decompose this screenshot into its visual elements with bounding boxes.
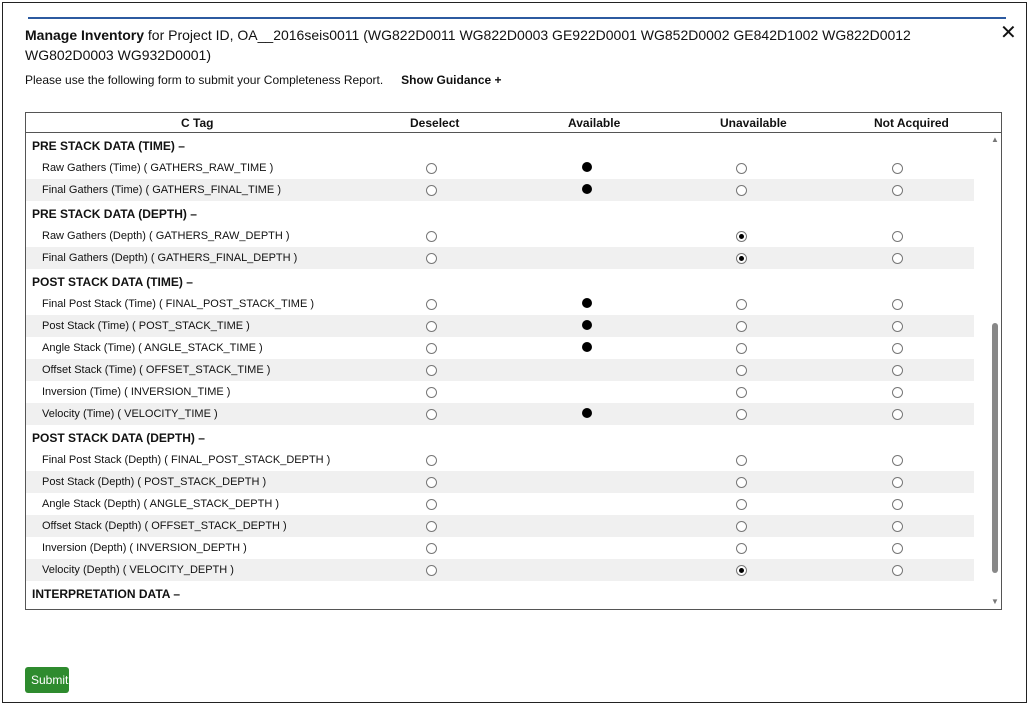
deselect-radio[interactable] (426, 343, 437, 354)
table-header (26, 113, 1001, 133)
not-acquired-radio[interactable] (892, 163, 903, 174)
not-acquired-radio[interactable] (892, 543, 903, 554)
not-acquired-radio[interactable] (892, 477, 903, 488)
deselect-radio[interactable] (426, 185, 437, 196)
show-guidance-link[interactable]: Show Guidance + (401, 73, 502, 87)
section-header[interactable] (26, 201, 974, 225)
row-label: Offset Stack (Time) ( OFFSET_STACK_TIME ) (42, 364, 271, 376)
table-row (26, 537, 974, 559)
not-acquired-radio[interactable] (892, 365, 903, 376)
unavailable-radio[interactable] (736, 299, 747, 310)
row-label: Velocity (Depth) ( VELOCITY_DEPTH ) (42, 564, 234, 576)
dialog-title-bold: Manage Inventory (25, 27, 145, 43)
row-label: Final Gathers (Time) ( GATHERS_FINAL_TIME ) (42, 184, 281, 196)
section-header[interactable] (26, 581, 974, 605)
not-acquired-radio[interactable] (892, 499, 903, 510)
dialog-title (25, 25, 975, 65)
table-row (26, 359, 974, 381)
table-row (26, 225, 974, 247)
row-label: Raw Gathers (Time) ( GATHERS_RAW_TIME ) (42, 162, 274, 174)
col-header-available: Available (568, 116, 621, 130)
table-row (26, 471, 974, 493)
not-acquired-radio[interactable] (892, 253, 903, 264)
not-acquired-radio[interactable] (892, 185, 903, 196)
row-label: Offset Stack (Depth) ( OFFSET_STACK_DEPTH ) (42, 520, 287, 532)
deselect-radio[interactable] (426, 365, 437, 376)
row-label: Raw Gathers (Depth) ( GATHERS_RAW_DEPTH ) (42, 230, 290, 242)
row-label: Inversion (Depth) ( INVERSION_DEPTH ) (42, 542, 247, 554)
table-row (26, 337, 974, 359)
unavailable-radio[interactable] (736, 343, 747, 354)
section-header[interactable] (26, 133, 974, 157)
inventory-table (25, 112, 1002, 610)
section-title: PRE STACK DATA (TIME) – (32, 139, 185, 153)
unavailable-radio[interactable] (736, 185, 747, 196)
available-indicator[interactable] (582, 342, 592, 352)
unavailable-radio[interactable] (736, 477, 747, 488)
section-header[interactable] (26, 425, 974, 449)
row-label: Angle Stack (Time) ( ANGLE_STACK_TIME ) (42, 342, 263, 354)
intro-label: Please use the following form to submit your Completeness Report. (25, 73, 384, 87)
row-label: Final Post Stack (Time) ( FINAL_POST_STACK_TIME ) (42, 298, 314, 310)
unavailable-radio[interactable] (736, 253, 747, 264)
not-acquired-radio[interactable] (892, 299, 903, 310)
row-label: Final Post Stack (Depth) ( FINAL_POST_STACK_DEPTH ) (42, 454, 331, 466)
deselect-radio[interactable] (426, 163, 437, 174)
deselect-radio[interactable] (426, 499, 437, 510)
available-indicator[interactable] (582, 320, 592, 330)
not-acquired-radio[interactable] (892, 565, 903, 576)
deselect-radio[interactable] (426, 231, 437, 242)
section-title: POST STACK DATA (TIME) – (32, 275, 193, 289)
unavailable-radio[interactable] (736, 543, 747, 554)
table-body[interactable] (26, 133, 986, 609)
table-row (26, 515, 974, 537)
deselect-radio[interactable] (426, 299, 437, 310)
intro-text (25, 73, 502, 87)
unavailable-radio[interactable] (736, 409, 747, 420)
table-row (26, 315, 974, 337)
unavailable-radio[interactable] (736, 521, 747, 532)
deselect-radio[interactable] (426, 543, 437, 554)
table-row (26, 559, 974, 581)
table-row (26, 157, 974, 179)
row-label: Final Gathers (Depth) ( GATHERS_FINAL_DEPTH ) (42, 252, 298, 264)
unavailable-radio[interactable] (736, 455, 747, 466)
submit-button[interactable]: Submit (25, 667, 69, 693)
deselect-radio[interactable] (426, 521, 437, 532)
unavailable-radio[interactable] (736, 321, 747, 332)
table-row (26, 381, 974, 403)
scroll-down-icon[interactable]: ▼ (991, 597, 999, 606)
deselect-radio[interactable] (426, 409, 437, 420)
available-indicator[interactable] (582, 408, 592, 418)
row-label: Inversion (Time) ( INVERSION_TIME ) (42, 386, 231, 398)
section-title: PRE STACK DATA (DEPTH) – (32, 207, 197, 221)
table-row (26, 293, 974, 315)
available-indicator[interactable] (582, 184, 592, 194)
row-label: Velocity (Time) ( VELOCITY_TIME ) (42, 408, 218, 420)
deselect-radio[interactable] (426, 321, 437, 332)
row-label: Angle Stack (Depth) ( ANGLE_STACK_DEPTH ) (42, 498, 279, 510)
dialog-top-bar (28, 17, 1006, 19)
table-row (26, 247, 974, 269)
dialog-title-project: for Project ID, OA__2016seis0011 (WG822D0011 WG822D0003 GE922D0001 WG852D0002 GE842D1002 WG822D0012 WG802D0003 WG932D0001) (25, 27, 911, 63)
scroll-up-icon[interactable]: ▲ (991, 135, 999, 144)
deselect-radio[interactable] (426, 565, 437, 576)
deselect-radio[interactable] (426, 387, 437, 398)
unavailable-radio[interactable] (736, 163, 747, 174)
scrollbar-thumb[interactable] (992, 323, 998, 573)
unavailable-radio[interactable] (736, 231, 747, 242)
table-scrollbar[interactable] (988, 133, 1001, 609)
not-acquired-radio[interactable] (892, 321, 903, 332)
deselect-radio[interactable] (426, 455, 437, 466)
table-row (26, 493, 974, 515)
deselect-radio[interactable] (426, 253, 437, 264)
not-acquired-radio[interactable] (892, 409, 903, 420)
not-acquired-radio[interactable] (892, 231, 903, 242)
table-row (26, 449, 974, 471)
section-title: POST STACK DATA (DEPTH) – (32, 431, 205, 445)
not-acquired-radio[interactable] (892, 343, 903, 354)
not-acquired-radio[interactable] (892, 455, 903, 466)
not-acquired-radio[interactable] (892, 387, 903, 398)
deselect-radio[interactable] (426, 477, 437, 488)
table-row (26, 179, 974, 201)
col-header-not-acquired: Not Acquired (874, 116, 949, 130)
row-label: Post Stack (Time) ( POST_STACK_TIME ) (42, 320, 250, 332)
section-header[interactable] (26, 269, 974, 293)
available-indicator[interactable] (582, 298, 592, 308)
col-header-deselect: Deselect (410, 116, 460, 130)
section-title: INTERPRETATION DATA – (32, 587, 180, 601)
unavailable-radio[interactable] (736, 565, 747, 576)
col-header-ctag: C Tag (181, 116, 214, 130)
unavailable-radio[interactable] (736, 387, 747, 398)
close-icon[interactable]: ✕ (1000, 22, 1017, 44)
col-header-unavailable: Unavailable (720, 116, 787, 130)
unavailable-radio[interactable] (736, 499, 747, 510)
table-row (26, 403, 974, 425)
unavailable-radio[interactable] (736, 365, 747, 376)
not-acquired-radio[interactable] (892, 521, 903, 532)
row-label: Post Stack (Depth) ( POST_STACK_DEPTH ) (42, 476, 267, 488)
available-indicator[interactable] (582, 162, 592, 172)
